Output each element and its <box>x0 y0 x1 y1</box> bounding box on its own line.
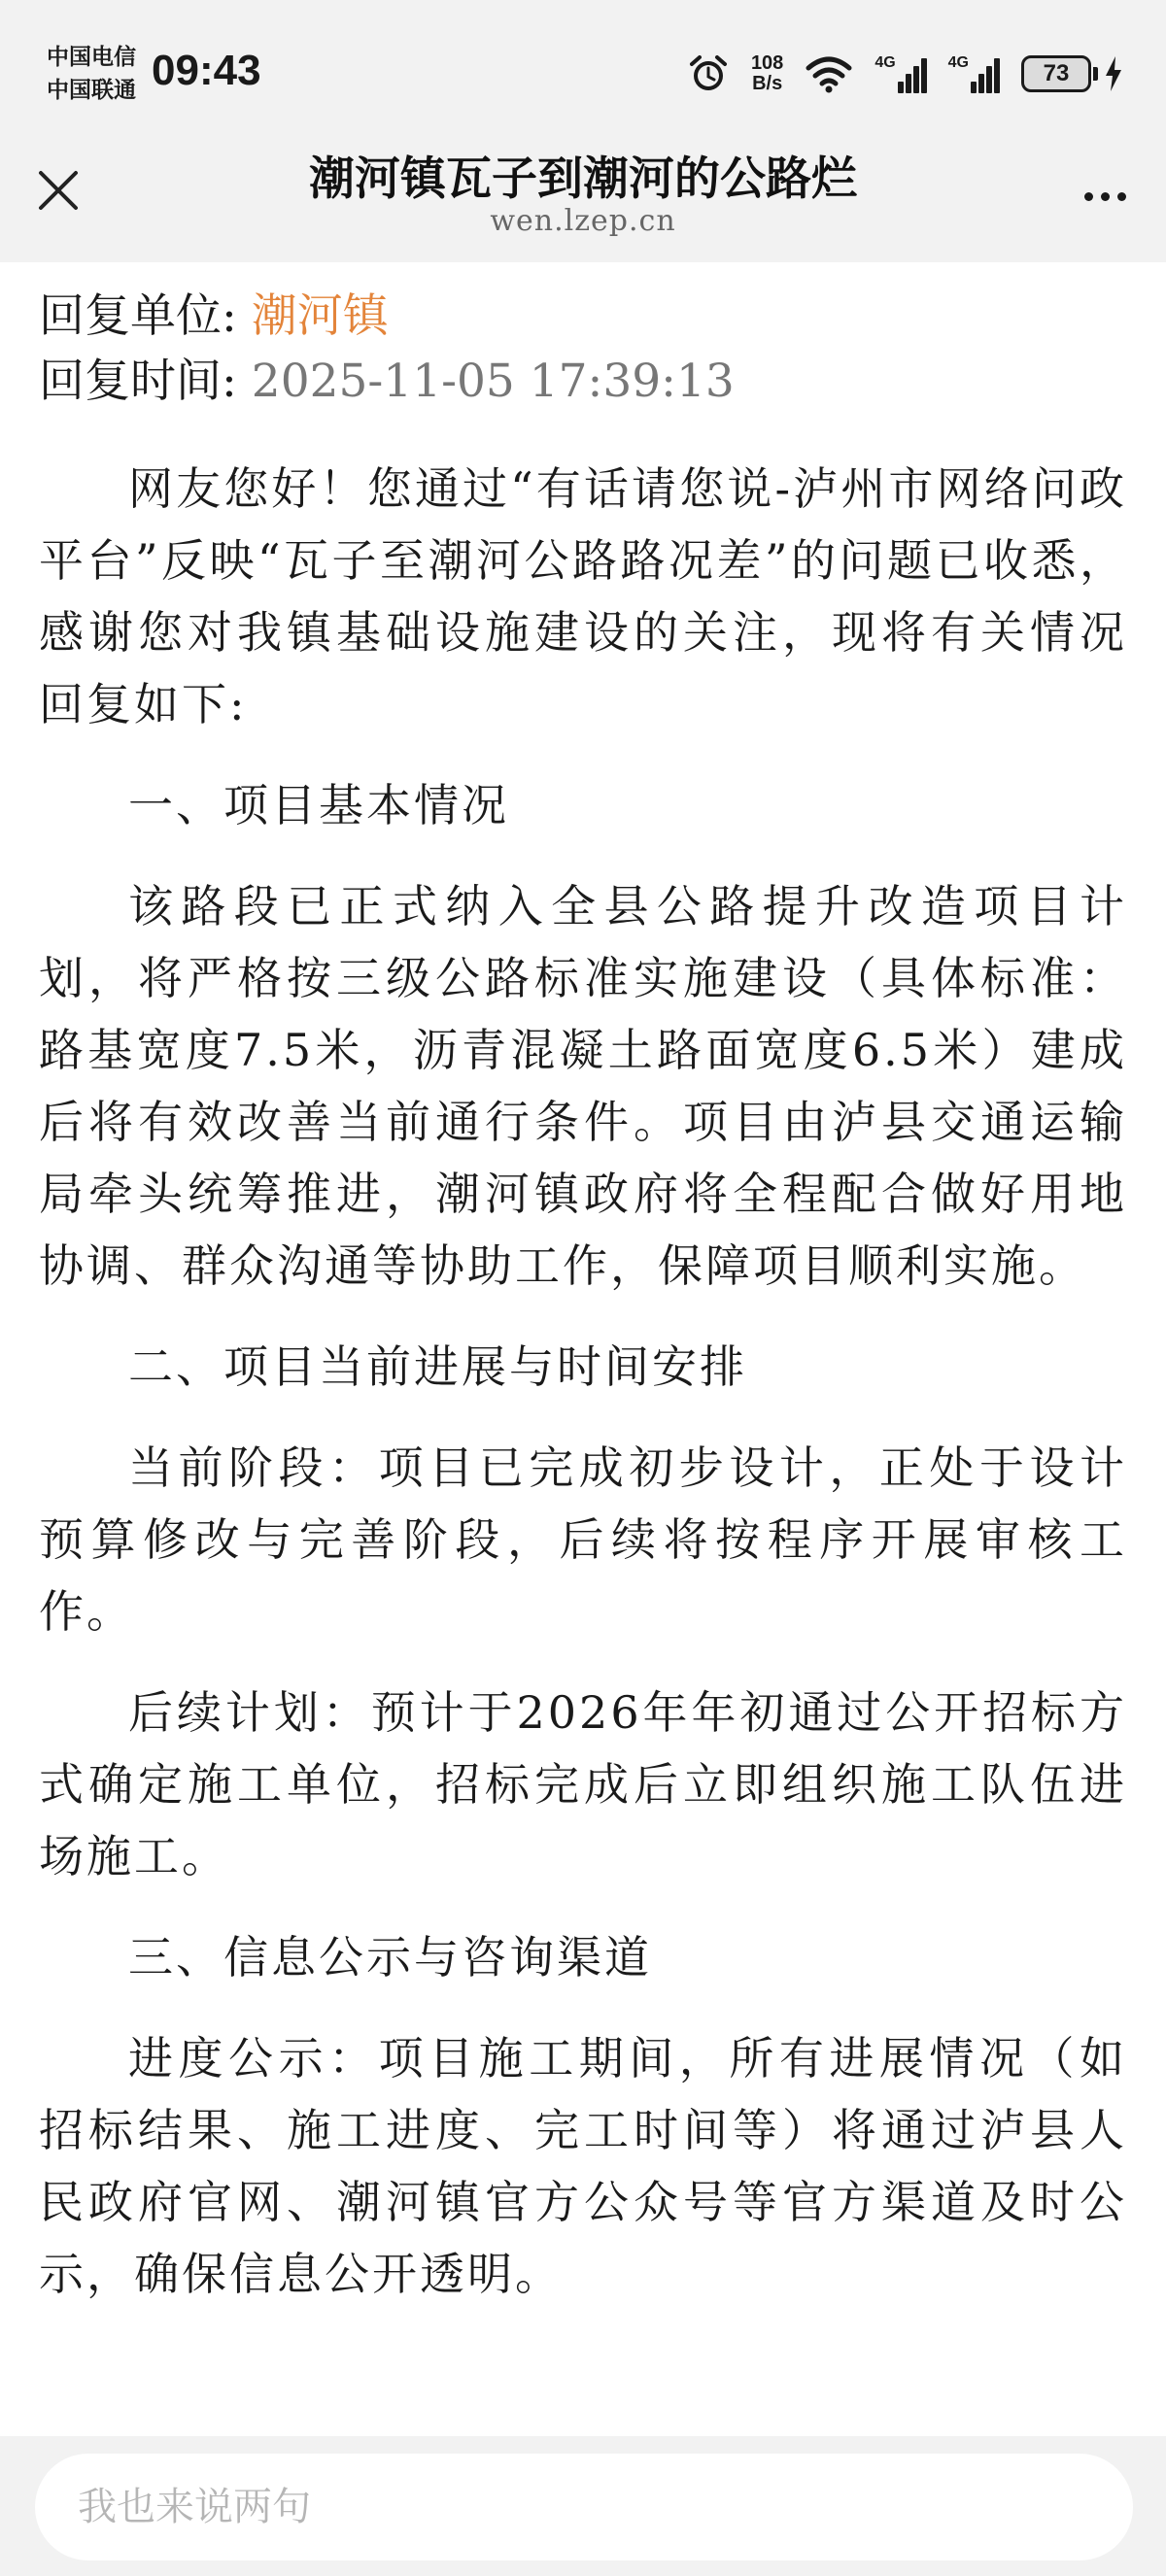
signal-2-label: 4G <box>947 54 969 71</box>
reply-paragraph: 该路段已正式纳入全县公路提升改造项目计划，将严格按三级公路标准实施建设（具体标准：路基宽度7.5米，沥青混凝土路面宽度6.5米）建成后将有效改善当前通行条件。项目由泸县交通运输局牵头统筹推进，潮河镇政府将全程配合做好用地协调、群众沟通等协助工作，保障项目顺利实施。 <box>39 880 1127 1292</box>
wifi-icon <box>805 54 853 93</box>
network-speed-value: 108 <box>750 52 784 74</box>
status-icons <box>687 49 1123 99</box>
signal-icon-1 <box>874 54 926 93</box>
page-header <box>0 148 1166 262</box>
more-button[interactable] <box>1071 167 1139 225</box>
page-title: 潮河镇瓦子到潮河的公路烂 <box>309 153 857 206</box>
reply-paragraph: 进度公示：项目施工期间，所有进展情况（如招标结果、施工进度、完工时间等）将通过泸县人民政府官网、潮河镇官方公众号等官方渠道及时公示，确保信息公开透明。 <box>39 2032 1127 2300</box>
reply-time-row <box>39 349 1127 414</box>
alarm-icon <box>687 52 730 95</box>
close-icon <box>37 169 80 212</box>
section-heading: 三、信息公示与咨询渠道 <box>128 1931 652 1983</box>
carrier-names <box>47 41 154 107</box>
reply-paragraph: 网友您好！您通过“有话请您说-泸州市网络问政平台”反映“瓦子至潮河公路路况差”的问题已收悉，感谢您对我镇基础设施建设的关注，现将有关情况回复如下: <box>39 462 1127 730</box>
network-speed-unit: B/s <box>752 73 783 94</box>
section-heading: 二、项目当前进展与时间安排 <box>128 1340 747 1393</box>
comment-input[interactable] <box>35 2454 1133 2560</box>
reply-paragraph: 后续计划：预计于2026年年初通过公开招标方式确定施工单位，招标完成后立即组织施工队伍进场施工。 <box>39 1686 1127 1882</box>
battery-level: 73 <box>1021 55 1091 92</box>
more-icon <box>1084 192 1093 201</box>
battery-icon <box>1021 55 1123 92</box>
reply-paragraph: 当前阶段：项目已完成初步设计，正处于设计预算修改与完善阶段，后续将按程序开展审核工作。 <box>39 1441 1127 1638</box>
reply-unit-value[interactable]: 潮河镇 <box>251 289 389 343</box>
comment-bar <box>0 2436 1166 2576</box>
reply-unit-label: 回复单位: <box>39 289 237 343</box>
status-time: 09:43 <box>152 47 261 94</box>
carrier-2: 中国联通 <box>47 78 136 103</box>
reply-content <box>39 262 1127 2436</box>
reply-unit-row <box>39 284 1127 349</box>
charging-bolt-icon <box>1104 56 1123 91</box>
status-bar <box>0 0 1166 148</box>
page-url: wen.lzep.cn <box>490 204 676 238</box>
signal-icon-2 <box>948 54 1000 93</box>
section-heading: 一、项目基本情况 <box>128 779 509 831</box>
reply-time-label: 回复时间: <box>39 355 237 408</box>
reply-time-value: 2025-11-05 17:39:13 <box>251 355 735 408</box>
network-speed <box>751 53 783 94</box>
carrier-1: 中国电信 <box>47 45 136 70</box>
signal-1-label: 4G <box>874 54 896 71</box>
close-button[interactable] <box>29 161 87 220</box>
